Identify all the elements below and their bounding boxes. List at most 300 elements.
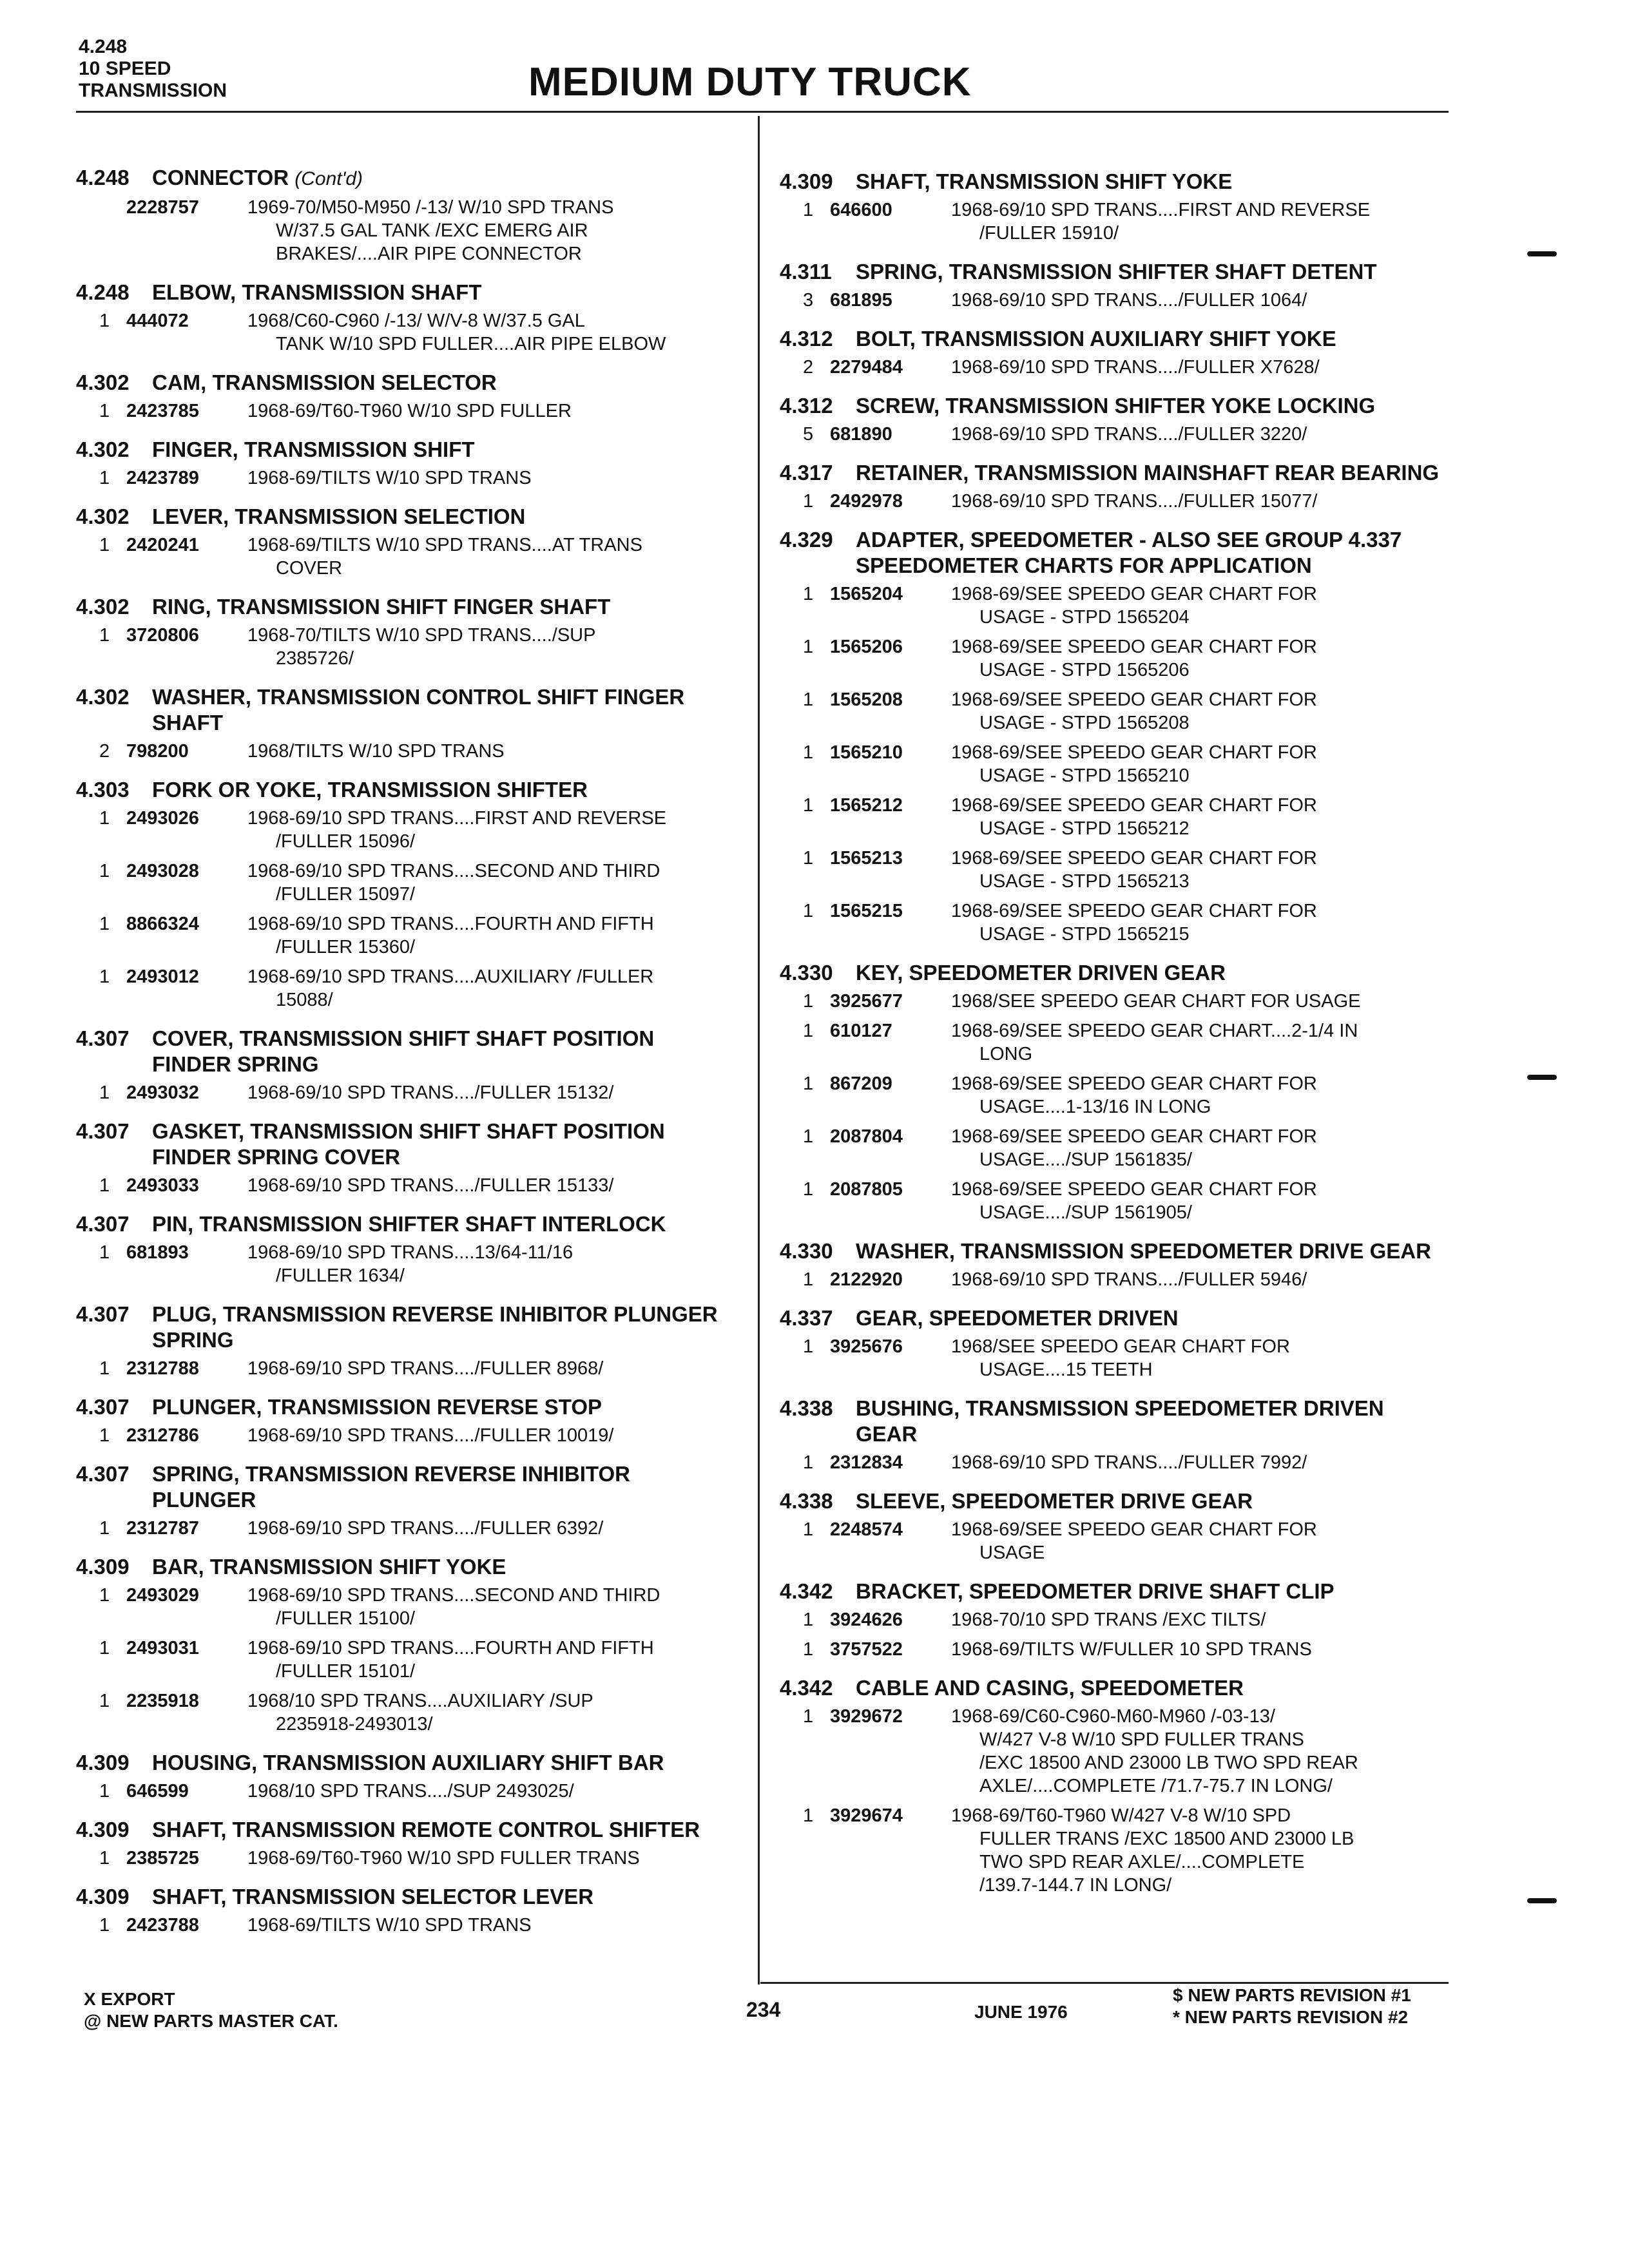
group-title: [856, 1675, 1450, 1701]
group-title-text: BRACKET, SPEEDOMETER DRIVE SHAFT CLIP: [856, 1579, 1335, 1603]
description-line: 1968-69/10 SPD TRANS..../FULLER 15132/: [247, 1082, 614, 1103]
group-title-text: FINGER, TRANSMISSION SHIFT: [152, 437, 475, 461]
quantity: 1: [99, 1082, 110, 1103]
description-line: 1968-69/TILTS W/10 SPD TRANS: [247, 468, 532, 488]
description-line: 1968-70/10 SPD TRANS /EXC TILTS/: [951, 1610, 1266, 1630]
part-group: [76, 1461, 720, 1540]
section-reference: [79, 36, 227, 102]
description-line: /FULLER 15101/: [276, 1661, 416, 1682]
quantity: 3: [803, 290, 814, 311]
part-row: [76, 309, 720, 356]
group-title: [856, 1488, 1450, 1514]
group-title-text: SCREW, TRANSMISSION SHIFTER YOKE LOCKING: [856, 394, 1376, 418]
part-number: 2279484: [830, 357, 903, 378]
group-title-text: CONNECTOR: [152, 166, 289, 189]
group-title-text: PLUNGER, TRANSMISSION REVERSE STOP: [152, 1395, 602, 1419]
part-description: [247, 466, 720, 490]
quantity: 1: [803, 1639, 814, 1660]
group-title-text: COVER, TRANSMISSION SHIFT SHAFT POSITION FINDER SPRING: [152, 1026, 655, 1076]
description-line: USAGE..../SUP 1561905/: [979, 1202, 1192, 1223]
revision-2-note: * NEW PARTS REVISION #2: [1173, 2007, 1409, 2027]
part-description: [951, 635, 1450, 682]
group-title: [856, 1305, 1450, 1331]
description-line: 1968-69/10 SPD TRANS..../FULLER 15077/: [951, 491, 1318, 512]
group-title: [152, 1817, 720, 1843]
description-line: 1968-69/10 SPD TRANS....FIRST AND REVERSE: [247, 808, 667, 829]
group-heading: [76, 1302, 720, 1353]
group-title: [856, 326, 1450, 352]
quantity: 1: [803, 1073, 814, 1094]
part-group: [780, 1675, 1450, 1897]
part-row: [780, 1518, 1450, 1564]
description-line: USAGE - STPD 1565215: [979, 924, 1190, 945]
part-row: [76, 1689, 720, 1736]
group-number: 4.338: [780, 1396, 833, 1420]
group-title: [152, 1750, 720, 1776]
group-title: [856, 169, 1450, 195]
section-subtitle: 10 SPEED: [79, 58, 171, 79]
part-description: [951, 289, 1450, 312]
part-description: [951, 1125, 1450, 1171]
part-number: 1565208: [830, 689, 903, 710]
description-line: /FULLER 15910/: [979, 223, 1119, 244]
part-description: [247, 533, 720, 580]
description-line: 1968-69/SEE SPEEDO GEAR CHART FOR: [951, 1073, 1317, 1094]
description-line: 1968-69/10 SPD TRANS....AUXILIARY /FULLER: [247, 966, 654, 987]
group-title: [152, 370, 720, 396]
group-title: [856, 1396, 1450, 1447]
part-group: [780, 460, 1450, 513]
group-title: [152, 1302, 720, 1353]
group-number: 4.338: [780, 1489, 833, 1513]
part-row: [76, 807, 720, 853]
group-number: 4.309: [780, 169, 833, 193]
part-description: [247, 1357, 720, 1380]
part-description: [951, 1638, 1450, 1661]
revision-1-note: $ NEW PARTS REVISION #1: [1173, 1985, 1411, 2005]
group-title-text: PIN, TRANSMISSION SHIFTER SHAFT INTERLOCK: [152, 1212, 666, 1236]
part-row: [780, 1335, 1450, 1381]
group-title: [152, 504, 720, 530]
group-number: 4.248: [76, 280, 130, 304]
quantity: 1: [99, 966, 110, 987]
group-title-text: ELBOW, TRANSMISSION SHAFT: [152, 280, 482, 304]
group-title-text: BAR, TRANSMISSION SHIFT YOKE: [152, 1555, 506, 1579]
part-number: 798200: [126, 741, 189, 762]
group-title-text: SPRING, TRANSMISSION SHIFTER SHAFT DETENT: [856, 260, 1377, 284]
quantity: 1: [99, 468, 110, 488]
quantity: 1: [99, 1848, 110, 1869]
part-row: [76, 533, 720, 580]
description-line: /FULLER 15100/: [276, 1608, 416, 1629]
group-number: 4.342: [780, 1676, 833, 1700]
description-line: 1968-69/10 SPD TRANS....FOURTH AND FIFTH: [247, 1638, 654, 1658]
section-subtitle-2: TRANSMISSION: [79, 80, 227, 101]
part-group: [76, 684, 720, 763]
part-row: [76, 860, 720, 906]
quantity: 1: [99, 1425, 110, 1446]
part-number: 681893: [126, 1242, 189, 1263]
quantity: 1: [803, 1519, 814, 1540]
group-title-text: PLUG, TRANSMISSION REVERSE INHIBITOR PLUNGER SPRING: [152, 1302, 718, 1352]
group-title-text: SHAFT, TRANSMISSION SELECTOR LEVER: [152, 1885, 594, 1908]
group-heading: [76, 1554, 720, 1580]
description-line: 1968-69/SEE SPEEDO GEAR CHART FOR: [951, 584, 1317, 604]
description-line: 1968-69/10 SPD TRANS....SECOND AND THIRD: [247, 861, 660, 881]
quantity: 1: [99, 1585, 110, 1606]
description-line: 1968-69/TILTS W/10 SPD TRANS: [247, 1915, 532, 1936]
part-description: [247, 399, 720, 423]
part-row: [76, 1517, 720, 1540]
description-line: 1968-69/SEE SPEEDO GEAR CHART FOR: [951, 795, 1317, 816]
part-group: [76, 280, 720, 356]
group-title-text: WASHER, TRANSMISSION SPEEDOMETER DRIVE GEAR: [856, 1239, 1431, 1263]
group-number: 4.330: [780, 1239, 833, 1263]
group-title: [856, 960, 1450, 986]
group-heading: [76, 1750, 720, 1776]
description-line: 1969-70/M50-M950 /-13/ W/10 SPD TRANS: [247, 197, 614, 218]
description-line: /FULLER 15360/: [276, 937, 416, 957]
group-title-text: RING, TRANSMISSION SHIFT FINGER SHAFT: [152, 595, 611, 619]
part-description: [951, 1518, 1450, 1564]
part-description: [247, 309, 720, 356]
part-group: [780, 1488, 1450, 1564]
part-row: [780, 1268, 1450, 1291]
description-line: USAGE: [979, 1542, 1045, 1563]
group-number: 4.337: [780, 1306, 833, 1330]
description-line: 1968-69/SEE SPEEDO GEAR CHART FOR: [951, 689, 1317, 710]
description-line: 1968/10 SPD TRANS..../SUP 2493025/: [247, 1781, 574, 1802]
description-line: 1968-69/10 SPD TRANS..../FULLER 1064/: [951, 290, 1307, 311]
part-description: [247, 1780, 720, 1803]
description-line: 2235918-2493013/: [276, 1714, 433, 1735]
quantity: 1: [803, 848, 814, 869]
part-row: [76, 1914, 720, 1937]
part-row: [76, 1424, 720, 1447]
description-line: 1968-69/10 SPD TRANS..../FULLER 6392/: [247, 1518, 604, 1539]
part-row: [76, 1241, 720, 1287]
group-title-text: SPRING, TRANSMISSION REVERSE INHIBITOR PLUNGER: [152, 1462, 630, 1512]
group-heading: [780, 326, 1450, 352]
description-line: USAGE - STPD 1565206: [979, 660, 1190, 680]
group-heading: [76, 1026, 720, 1077]
group-number: 4.311: [780, 260, 832, 284]
part-description: [247, 1174, 720, 1197]
group-number: 4.302: [76, 370, 130, 394]
part-number: 2312786: [126, 1425, 199, 1446]
group-number: 4.302: [76, 505, 130, 528]
part-number: 681890: [830, 424, 892, 445]
quantity: 1: [99, 401, 110, 421]
part-number: 646599: [126, 1781, 189, 1802]
part-description: [247, 624, 720, 670]
part-row: [76, 740, 720, 763]
quantity: 1: [99, 535, 110, 555]
description-line: 1968-69/SEE SPEEDO GEAR CHART....2-1/4 IN: [951, 1021, 1358, 1041]
part-row: [76, 1847, 720, 1870]
part-number: 646600: [830, 200, 892, 220]
right-column: [780, 165, 1450, 1897]
group-heading: [780, 259, 1450, 285]
quantity: 1: [99, 861, 110, 881]
part-group: [76, 504, 720, 580]
quantity: 1: [803, 901, 814, 921]
part-description: [951, 990, 1450, 1013]
group-heading: [780, 1238, 1450, 1264]
quantity: 1: [803, 1179, 814, 1200]
group-heading: [76, 165, 720, 192]
description-line: AXLE/....COMPLETE /71.7-75.7 IN LONG/: [979, 1776, 1333, 1796]
part-number: 1565210: [830, 742, 903, 763]
group-title: [152, 1211, 720, 1237]
description-line: 1968-69/SEE SPEEDO GEAR CHART FOR: [951, 901, 1317, 921]
group-number: 4.312: [780, 327, 833, 351]
description-line: 1968-69/10 SPD TRANS..../FULLER 15133/: [247, 1175, 614, 1196]
part-row: [76, 1584, 720, 1630]
part-description: [951, 1335, 1450, 1381]
part-number: 2493033: [126, 1175, 199, 1196]
group-heading: [76, 437, 720, 463]
part-number: 2423789: [126, 468, 199, 488]
part-number: 1565213: [830, 848, 903, 869]
quantity: 1: [803, 200, 814, 220]
part-row: [780, 1125, 1450, 1171]
part-number: 2087804: [830, 1126, 903, 1147]
part-group: [780, 393, 1450, 446]
description-line: 2385726/: [276, 648, 354, 669]
group-title: [152, 437, 720, 463]
quantity: 1: [99, 1518, 110, 1539]
group-title-text: BOLT, TRANSMISSION AUXILIARY SHIFT YOKE: [856, 327, 1336, 351]
group-number: 4.307: [76, 1395, 130, 1419]
header-divider: [76, 111, 1449, 113]
part-number: 2228757: [126, 197, 199, 218]
part-number: 3929672: [830, 1706, 903, 1727]
part-description: [951, 582, 1450, 629]
part-description: [951, 1072, 1450, 1119]
quantity: 1: [803, 742, 814, 763]
group-title-text: CABLE AND CASING, SPEEDOMETER: [856, 1676, 1244, 1700]
part-description: [247, 807, 720, 853]
group-heading: [76, 777, 720, 803]
group-title-text: SHAFT, TRANSMISSION SHIFT YOKE: [856, 169, 1233, 193]
column-divider: [758, 116, 760, 1984]
part-number: 681895: [830, 290, 892, 311]
group-title: [152, 1461, 720, 1513]
part-row: [76, 1357, 720, 1380]
part-description: [247, 1081, 720, 1104]
description-line: 1968-69/10 SPD TRANS....13/64-11/16: [247, 1242, 574, 1263]
part-number: 2312834: [830, 1452, 903, 1473]
group-title: [152, 684, 720, 736]
group-title: [152, 777, 720, 803]
page-number: 234: [746, 1998, 781, 2021]
part-row: [780, 990, 1450, 1013]
part-group: [76, 1817, 720, 1870]
part-number: 2493031: [126, 1638, 199, 1658]
page-title: MEDIUM DUTY TRUCK: [528, 60, 972, 104]
part-number: 3925676: [830, 1336, 903, 1357]
part-number: 1565204: [830, 584, 903, 604]
quantity: 1: [803, 1452, 814, 1473]
group-title: [856, 460, 1450, 486]
part-row: [780, 289, 1450, 312]
part-group: [76, 1750, 720, 1803]
part-group: [76, 594, 720, 670]
part-description: [951, 1608, 1450, 1631]
part-description: [247, 1847, 720, 1870]
part-group: [76, 437, 720, 490]
part-description: [951, 198, 1450, 245]
part-description: [951, 1705, 1450, 1798]
group-heading: [780, 1488, 1450, 1514]
part-row: [780, 1705, 1450, 1798]
group-title-text: FORK OR YOKE, TRANSMISSION SHIFTER: [152, 778, 588, 802]
quantity: 1: [803, 1706, 814, 1727]
description-line: 1968-69/SEE SPEEDO GEAR CHART FOR: [951, 1179, 1317, 1200]
part-group: [780, 259, 1450, 312]
part-number: 2420241: [126, 535, 199, 555]
part-description: [951, 1019, 1450, 1066]
part-row: [780, 198, 1450, 245]
publication-date: JUNE 1976: [974, 2002, 1068, 2022]
description-line: 1968-69/10 SPD TRANS....FOURTH AND FIFTH: [247, 914, 654, 934]
part-number: 2122920: [830, 1269, 903, 1290]
part-row: [76, 624, 720, 670]
quantity: 1: [803, 991, 814, 1012]
part-row: [76, 1174, 720, 1197]
part-number: 2087805: [830, 1179, 903, 1200]
group-number: 4.309: [76, 1751, 130, 1774]
group-title: [152, 594, 720, 620]
description-line: /EXC 18500 AND 23000 LB TWO SPD REAR: [979, 1753, 1358, 1773]
group-number: 4.302: [76, 685, 130, 709]
group-title-text: KEY, SPEEDOMETER DRIVEN GEAR: [856, 961, 1226, 985]
quantity: 1: [803, 689, 814, 710]
description-line: 1968-69/TILTS W/10 SPD TRANS....AT TRANS: [247, 535, 642, 555]
description-line: 1968-69/SEE SPEEDO GEAR CHART FOR: [951, 742, 1317, 763]
group-heading: [76, 1394, 720, 1420]
group-heading: [76, 684, 720, 736]
description-line: /FULLER 1634/: [276, 1265, 405, 1286]
group-heading: [76, 280, 720, 305]
group-number: 4.330: [780, 961, 833, 985]
group-title: [856, 1238, 1450, 1264]
quantity: 1: [803, 1805, 814, 1826]
part-row: [780, 1804, 1450, 1897]
description-line: 1968-69/10 SPD TRANS..../FULLER 10019/: [247, 1425, 614, 1446]
part-number: 2423785: [126, 401, 199, 421]
quantity: 2: [803, 357, 814, 378]
description-line: 1968-69/T60-T960 W/427 V-8 W/10 SPD: [951, 1805, 1291, 1826]
quantity: 1: [99, 1691, 110, 1711]
description-line: USAGE....1-13/16 IN LONG: [979, 1097, 1211, 1117]
group-title-text: RETAINER, TRANSMISSION MAINSHAFT REAR BEARING: [856, 461, 1440, 485]
part-row: [76, 1637, 720, 1683]
part-row: [780, 1019, 1450, 1066]
part-number: 3720806: [126, 625, 199, 646]
part-number: 1565206: [830, 637, 903, 657]
group-title-text: WASHER, TRANSMISSION CONTROL SHIFT FINGER SHAFT: [152, 685, 685, 735]
part-row: [780, 423, 1450, 446]
part-number: 8866324: [126, 914, 199, 934]
part-description: [951, 356, 1450, 379]
description-line: 1968-69/10 SPD TRANS..../FULLER X7628/: [951, 357, 1320, 378]
group-heading: [780, 1396, 1450, 1447]
quantity: 1: [99, 311, 110, 331]
part-row: [780, 847, 1450, 893]
part-number: 1565215: [830, 901, 903, 921]
left-column: [76, 161, 720, 1937]
part-description: [951, 847, 1450, 893]
quantity: 1: [803, 1126, 814, 1147]
quantity: 1: [803, 637, 814, 657]
group-title-text: HOUSING, TRANSMISSION AUXILIARY SHIFT BAR: [152, 1751, 664, 1774]
group-title: [856, 527, 1450, 579]
part-group: [780, 960, 1450, 1224]
group-number: 4.309: [76, 1885, 130, 1908]
group-title-text: GASKET, TRANSMISSION SHIFT SHAFT POSITION FINDER SPRING COVER: [152, 1119, 665, 1169]
part-row: [76, 1081, 720, 1104]
part-description: [247, 1517, 720, 1540]
part-description: [951, 1451, 1450, 1474]
quantity: 1: [99, 1242, 110, 1263]
part-description: [247, 965, 720, 1012]
group-title-text: SLEEVE, SPEEDOMETER DRIVE GEAR: [856, 1489, 1253, 1513]
part-number: 2385725: [126, 1848, 199, 1869]
part-number: 2423788: [126, 1915, 199, 1936]
group-number: 4.307: [76, 1462, 130, 1486]
quantity: 1: [803, 795, 814, 816]
description-line: 1968-69/10 SPD TRANS..../FULLER 5946/: [951, 1269, 1307, 1290]
description-line: 1968-69/C60-C960-M60-M960 /-03-13/: [951, 1706, 1275, 1727]
part-row: [780, 1638, 1450, 1661]
description-line: /139.7-144.7 IN LONG/: [979, 1875, 1172, 1896]
part-description: [247, 1241, 720, 1287]
group-heading: [76, 1119, 720, 1170]
part-group: [780, 527, 1450, 946]
part-number: 867209: [830, 1073, 892, 1094]
part-number: 2493029: [126, 1585, 199, 1606]
part-row: [780, 635, 1450, 682]
part-group: [780, 1396, 1450, 1474]
description-line: BRAKES/....AIR PIPE CONNECTOR: [276, 244, 582, 264]
part-group: [76, 1302, 720, 1380]
part-row: [780, 1178, 1450, 1224]
group-title: [152, 280, 720, 305]
description-line: TANK W/10 SPD FULLER....AIR PIPE ELBOW: [276, 334, 666, 354]
part-description: [951, 1178, 1450, 1224]
group-title: [856, 259, 1450, 285]
part-description: [247, 1689, 720, 1736]
description-line: /FULLER 15096/: [276, 831, 416, 852]
part-number: 2493026: [126, 808, 199, 829]
part-row: [76, 912, 720, 959]
quantity: 1: [99, 1638, 110, 1658]
quantity: 1: [803, 1610, 814, 1630]
quantity: [76, 196, 126, 265]
description-line: 1968-69/TILTS W/FULLER 10 SPD TRANS: [951, 1639, 1312, 1660]
part-row: [780, 582, 1450, 629]
group-heading: [780, 169, 1450, 195]
part-group: [780, 1305, 1450, 1381]
description-line: 1968/SEE SPEEDO GEAR CHART FOR USAGE: [951, 991, 1361, 1012]
part-description: [951, 899, 1450, 946]
group-title: [856, 393, 1450, 419]
part-description: [951, 741, 1450, 787]
part-row: [780, 490, 1450, 513]
part-description: [247, 860, 720, 906]
